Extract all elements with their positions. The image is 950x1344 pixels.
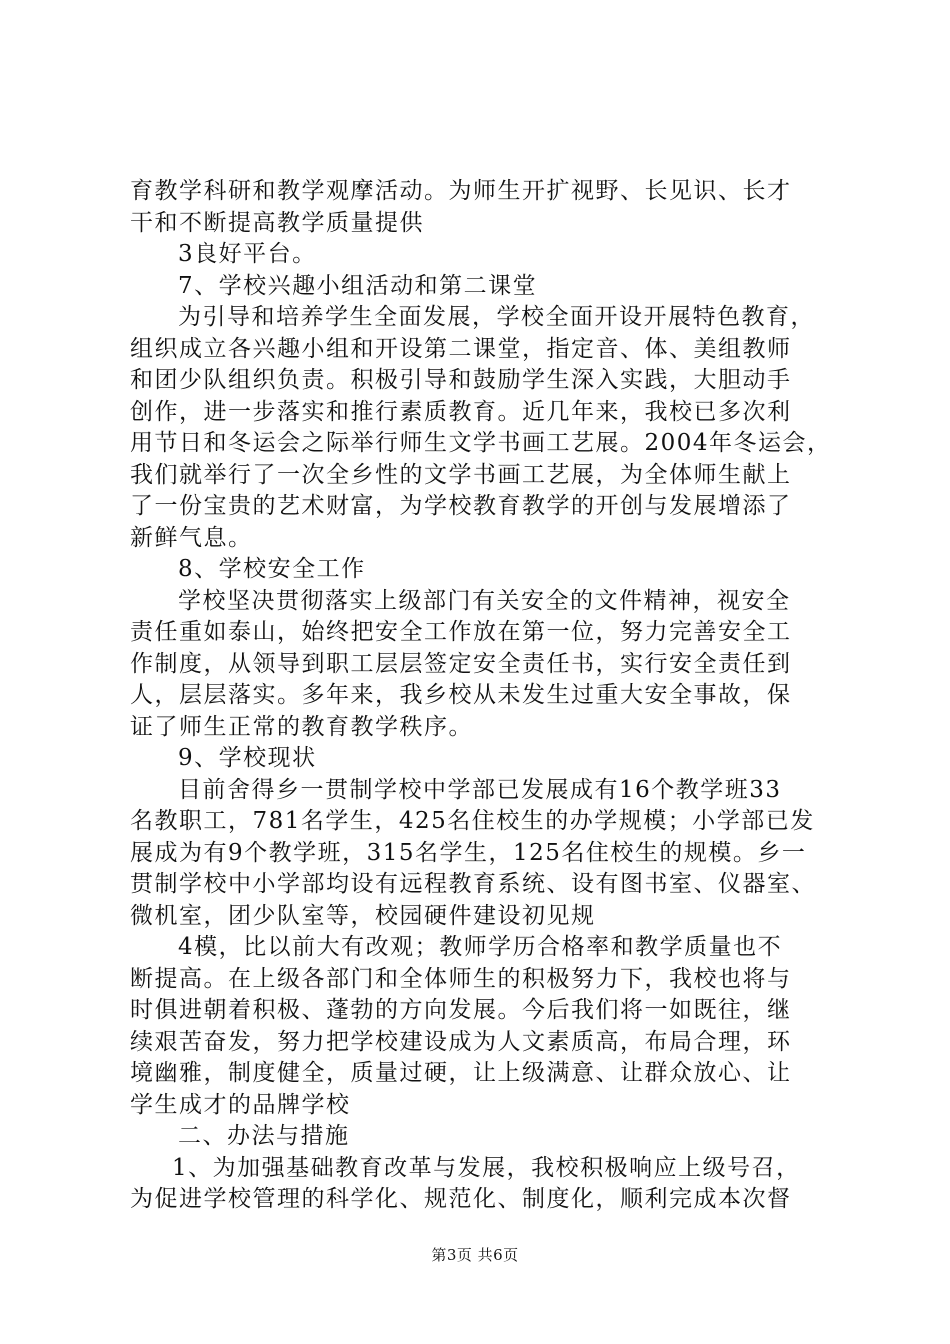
text-line: 续艰苦奋发，努力把学校建设成为人文素质高，布局合理，环 [130, 1028, 792, 1055]
text-line: 3良好平台。 [178, 241, 317, 267]
text-line: 目前舍得乡一贯制学校中学部已发展成有16个教学班33 [178, 776, 782, 803]
section-heading: 9、学校现状 [178, 745, 317, 771]
text-line: 证了师生正常的教育教学秩序。 [130, 713, 473, 740]
text-line: 时俱进朝着积极、蓬勃的方向发展。今后我们将一如既往，继 [130, 997, 792, 1023]
text-line: 和团少队组织负责。积极引导和鼓励学生深入实践，大胆动手 [130, 367, 792, 393]
text-line: 微机室，团少队室等，校园硬件建设初见规 [130, 902, 596, 929]
text-line: 学生成才的品牌学校 [130, 1091, 351, 1118]
text-line: 境幽雅，制度健全，质量过硬，让上级满意、让群众放心、让 [130, 1060, 792, 1086]
section-heading: 二、办法与措施 [178, 1123, 350, 1149]
text-line: 责任重如泰山，始终把安全工作放在第一位，努力完善安全工 [130, 619, 792, 645]
text-line: 4模，比以前大有改观；教师学历合格率和教学质量也不 [178, 934, 783, 960]
text-line: 为促进学校管理的科学化、规范化、制度化，顺利完成本次督 [130, 1186, 792, 1212]
text-line: 断提高。在上级各部门和全体师生的积极努力下，我校也将与 [130, 965, 792, 992]
text-line: 育教学科研和教学观摩活动。为师生开扩视野、长见识、长才 [130, 178, 792, 204]
text-line: 用节日和冬运会之际举行师生文学书画工艺展。2004年冬运会， [130, 430, 832, 456]
text-line: 学校坚决贯彻落实上级部门有关安全的文件精神，视安全 [178, 587, 791, 614]
text-line: 贯制学校中小学部均设有远程教育系统、设有图书室、仪器室、 [130, 871, 816, 897]
text-line: 了一份宝贵的艺术财富，为学校教育教学的开创与发展增添了 [130, 493, 792, 519]
section-heading: 8、学校安全工作 [178, 556, 366, 582]
text-line: 展成为有9个教学班，315名学生，125名住校生的规模。乡一 [130, 839, 807, 866]
text-line: 名教职工，781名学生，425名住校生的办学规模；小学部已发 [130, 808, 815, 834]
text-line: 作制度，从领导到职工层层签定安全责任书，实行安全责任到 [130, 650, 792, 677]
document-body [130, 176, 830, 1216]
text-line: 我们就举行了一次全乡性的文学书画工艺展，为全体师生献上 [130, 461, 792, 488]
text-line: 干和不断提高教学质量提供 [130, 209, 424, 236]
text-line: 1、为加强基础教育改革与发展，我校积极响应上级号召， [172, 1154, 801, 1181]
page-footer: 第3页 共6页 [431, 1246, 519, 1264]
text-line: 人，层层落实。多年来，我乡校从未发生过重大安全事故，保 [130, 682, 792, 708]
text-line: 为引导和培养学生全面发展，学校全面开设开展特色教育， [178, 304, 815, 330]
section-heading: 7、学校兴趣小组活动和第二课堂 [178, 272, 538, 299]
text-line: 组织成立各兴趣小组和开设第二课堂，指定音、体、美组教师 [130, 335, 792, 362]
text-line: 新鲜气息。 [130, 524, 253, 551]
text-line: 创作，进一步落实和推行素质教育。近几年来，我校已多次利 [130, 398, 792, 425]
